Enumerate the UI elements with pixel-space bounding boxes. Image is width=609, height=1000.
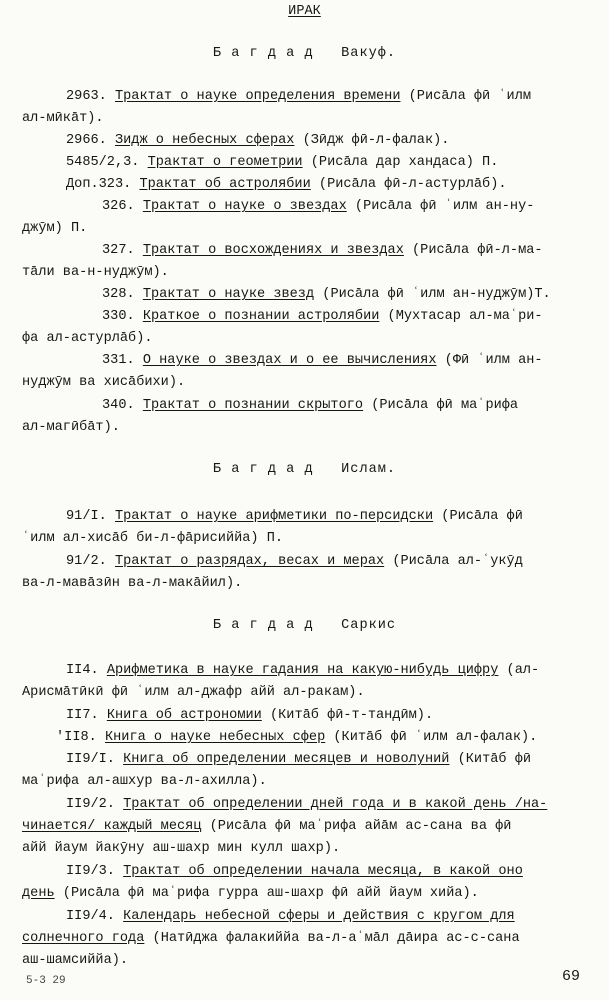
entry-119-2-cont: чинается/ каждый месяц (Рисāла фӣ маʿрифа айāм ас-сана ва фӣ <box>22 819 512 834</box>
entry-119-2: II9/2. Трактат об определении дней года и в какой день /на- <box>66 797 548 812</box>
entry-114: II4. Арифметика в науке гадания на какую-нибудь цифру (ал- <box>66 663 540 678</box>
entry-340: 340. Трактат о познании скрытого (Рисāла фӣ маʿрифа <box>102 398 519 413</box>
entry-2963-cont: ал-мӣкāт). <box>22 111 104 126</box>
entry-327-cont: тāли ва-н-нуджӯм). <box>22 265 169 280</box>
section-heading-vakuf: Б а г д а д Вакуф. <box>212 46 397 61</box>
entry-118: 'II8. Книга о науке небесных сфер (Китāб фӣ ʿилм ал-фалак). <box>56 730 538 745</box>
entry-331: 331. О науке о звездах и о ее вычислениях (Фӣ ʿилм ан- <box>102 353 543 368</box>
entry-119-1: II9/I. Книга об определении месяцев и новолуний (Китāб фӣ <box>66 752 532 767</box>
entry-326-cont: джӯм) П. <box>22 221 88 236</box>
entry-119-4: II9/4. Календарь небесной сферы и действия с кругом для <box>66 909 515 924</box>
entry-331-cont: нуджӯм ва хисāбихи). <box>22 375 186 390</box>
entry-327: 327. Трактат о восхождениях и звездах (Рисāла фӣ-л-ма- <box>102 243 543 258</box>
entry-330-cont: фа ал-астурлāб). <box>22 331 153 346</box>
entry-91-1: 91/I. Трактат о науке арифметики по-персидски (Рисāла фӣ <box>66 509 523 524</box>
entry-326: 326. Трактат о науке о звездах (Рисāла фӣ ʿилм ан-ну- <box>102 199 535 214</box>
entry-117: II7. Книга об астрономии (Китāб фӣ-т-тандӣм). <box>66 708 434 723</box>
entry-330: 330. Краткое о познании астролябии (Мухтасар ал-маʿри- <box>102 309 543 324</box>
section-heading-islam: Б а г д а д Ислам. <box>212 462 397 477</box>
entry-119-3-cont: день (Рисāла фӣ маʿрифа гурра аш-шахр фӣ айй йаум хийа). <box>22 886 479 901</box>
entry-2966: 2966. Зидж о небесных сферах (Зӣдж фӣ-л-фалак). <box>66 133 450 148</box>
entry-119-3: II9/3. Трактат об определении начала месяца, в какой оно <box>66 864 523 879</box>
page-number: 69 <box>562 968 581 985</box>
entry-119-4-cont2: аш-шамсиййа). <box>22 953 129 968</box>
footer-code: 5-3 29 <box>26 975 66 987</box>
page-title: ИРАК <box>288 4 321 19</box>
entry-91-2-cont: ва-л-мавāзӣн ва-л-макāйил). <box>22 576 243 591</box>
entry-119-2-cont2: айй йаум йакӯну аш-шахр мин кулл шахр). <box>22 841 341 856</box>
entry-119-4-cont: солнечного года (Натӣджа фалакиййа ва-л-аʿмāл дāира ас-с-сана <box>22 931 520 946</box>
entry-91-2: 91/2. Трактат о разрядах, весах и мерах (Рисāла ал-ʿукӯд <box>66 554 523 569</box>
entry-328: 328. Трактат о науке звезд (Рисāла фӣ ʿилм ан-нуджӯм)Т. <box>102 287 551 302</box>
entry-2963: 2963. Трактат о науке определения времени (Рисāла фӣ ʿилм <box>66 89 532 104</box>
entry-dop-323: Доп.323. Трактат об астролябии (Рисāла фӣ-л-астурлāб). <box>66 177 507 192</box>
entry-91-1-cont: ʿилм ал-хисāб би-л-фāрисиййа) П. <box>22 531 284 546</box>
section-heading-sarkis: Б а г д а д Саркис <box>212 618 397 633</box>
entry-5485: 5485/2,3. Трактат о геометрии (Рисāла дар хандаса) П. <box>66 155 499 170</box>
entry-340-cont: ал-магӣбāт). <box>22 420 120 435</box>
entry-114-cont: Арисмāтӣкӣ фӣ ʿилм ал-джафр айй ал-ракам). <box>22 685 365 700</box>
entry-119-1-cont: маʿрифа ал-ашхур ва-л-ахилла). <box>22 774 267 789</box>
